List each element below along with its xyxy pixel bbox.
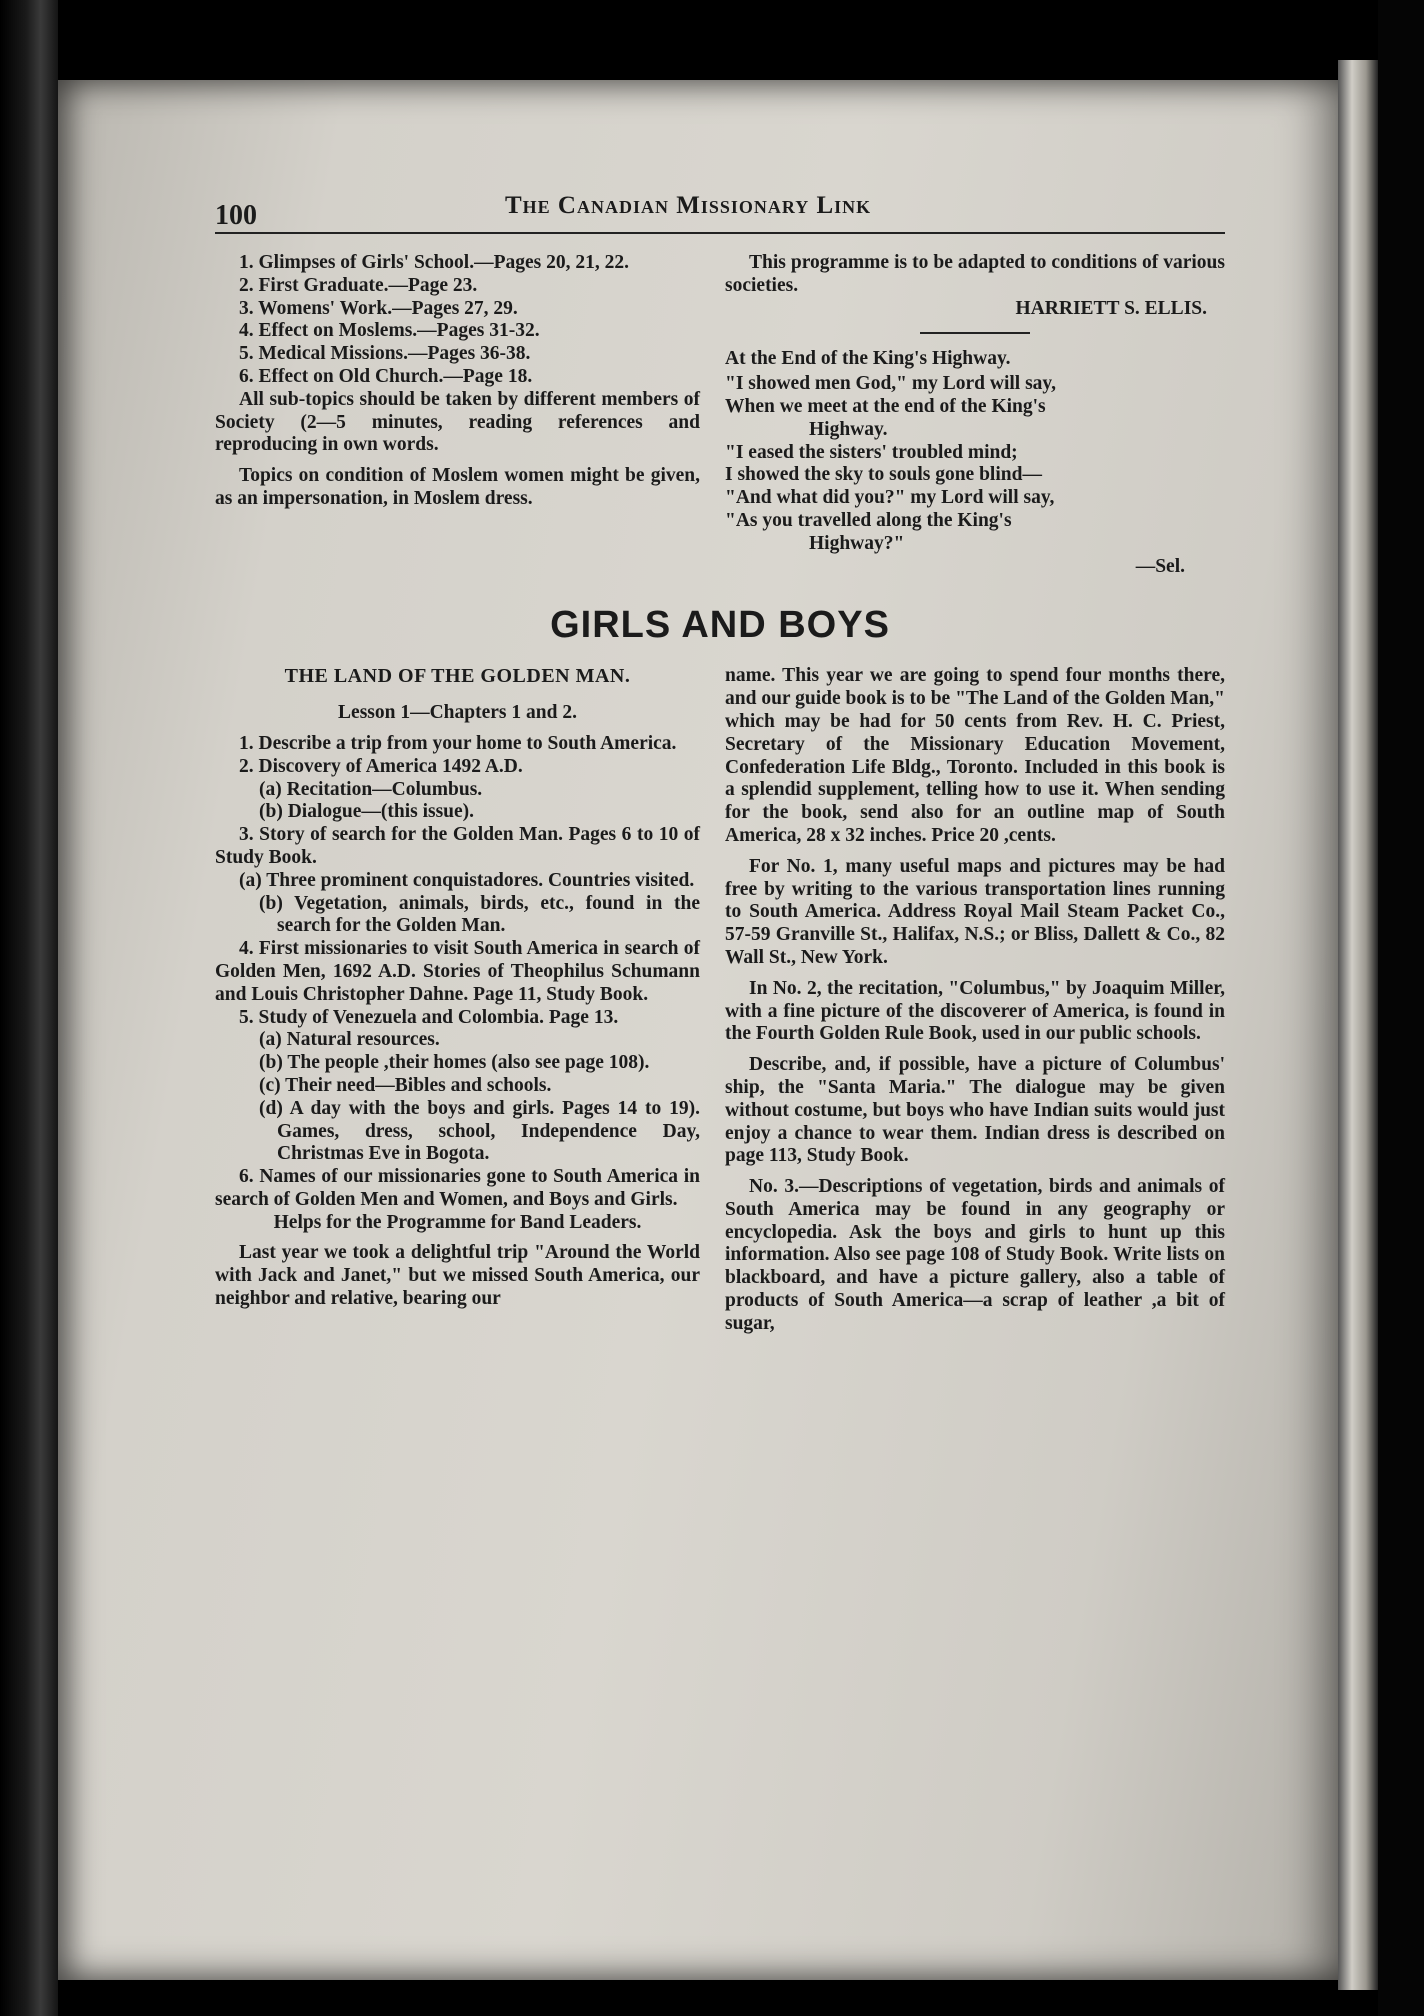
lesson-item: 2. Discovery of America 1492 A.D. (239, 755, 523, 777)
page-right-edge (1338, 60, 1378, 1990)
poem (725, 348, 1225, 578)
lesson-subitem: (a) Recitation—Columbus. (259, 778, 483, 800)
body-paragraph: Describe, and, if possible, have a picture of Columbus' ship, the "Santa Maria." The dialogue may be given without costume, but boys who have Indian suits would just enjoy a chance to wear them. Indian dress is described on page 113, Study Book. (725, 1054, 1225, 1167)
body-paragraph: name. This year we are going to spend four months there, and our guide book is to be "The Land of the Golden Man," which may be had for 50 cents from Rev. H. C. Priest, Secretary of the Missionary Education Movement, Confederation Life Bldg., Toronto. Included in this book is a splendid supplement, telling how to use it. When sending for the book, send also for an outline map of South America, 28 x 32 inches. Price 20 ,cents. (725, 665, 1225, 846)
divider (920, 332, 1030, 334)
running-title: The Canadian Missionary Link (505, 192, 872, 219)
poem-line: "I eased the sisters' troubled mind; (725, 441, 1018, 463)
topic-item: 3. Womens' Work.—Pages 27, 29. (239, 297, 518, 319)
body-paragraph: No. 3.—Descriptions of vegetation, birds and animals of South America may be found in any geography or encyclopedia. Ask the boys and girls to hunt up this information. Also see page 108 of Study Book. Write lists on blackboard, and have a picture gallery, also a table of products of South America—a scrap of leather ,a bit of sugar, (725, 1176, 1225, 1334)
poem-line: When we meet at the end of the King's (725, 395, 1046, 417)
topic-item: 2. First Graduate.—Page 23. (239, 274, 478, 296)
helps-heading: Helps for the Programme for Band Leaders. (273, 1211, 642, 1233)
top-right-column (725, 252, 1225, 578)
lesson-subitem: (a) Three prominent conquistadores. Countries visited. (239, 869, 695, 891)
signature: HARRIETT S. ELLIS. (1015, 297, 1207, 319)
poem-line: Highway. (809, 418, 888, 440)
lesson-item: 4. First missionaries to visit South America in search of Golden Men, 1692 A.D. Stories of Theophilus Schumann and Louis Christopher Dahne. Page 11, Study Book. (215, 938, 700, 1005)
article-title: THE LAND OF THE GOLDEN MAN. (284, 665, 631, 688)
poem-line: Highway?" (809, 532, 905, 554)
lesson-subitem: (b) Dialogue—(this issue). (259, 801, 475, 823)
instructions-paragraph: All sub-topics should be taken by different members of Society (2—5 minutes, reading references and reproducing in own words. (215, 388, 700, 456)
topic-item: 1. Glimpses of Girls' School.—Pages 20, 21, 22. (239, 252, 629, 273)
left-column (215, 665, 700, 1335)
programme-note: This programme is to be adapted to conditions of various societies. (725, 252, 1225, 296)
poem-line: I showed the sky to souls gone blind— (725, 464, 1042, 486)
lesson-subitem: (b) Vegetation, animals, birds, etc., found in the search for the Golden Man. (259, 892, 700, 937)
moslem-topics-paragraph: Topics on condition of Moslem women might be given, as an impersonation, in Moslem dress. (215, 465, 700, 509)
body-paragraph: For No. 1, many useful maps and pictures may be had free by writing to the various transportation lines running to South America. Address Royal Mail Steam Packet Co., 57-59 Granville St., Halifax, N.S.; or Bliss, Dallett & Co., 82 Wall St., New York. (725, 855, 1225, 968)
body-paragraph: In No. 2, the recitation, "Columbus," by Joaquim Miller, with a fine picture of the discoverer of America, is found in the Fourth Golden Rule Book, used in our public schools. (725, 977, 1225, 1045)
lesson-heading: Lesson 1—Chapters 1 and 2. (338, 702, 577, 724)
topic-item: 4. Effect on Moslems.—Pages 31-32. (239, 320, 540, 342)
main-section (215, 665, 1225, 1335)
lesson-subitem: (a) Natural resources. (259, 1029, 440, 1051)
lesson-subitem: (d) A day with the boys and girls. Pages 14 to 19). Games, dress, school, Independence Day, Christmas Eve in Bogota. (259, 1097, 700, 1165)
body-paragraph: Last year we took a delightful trip "Around the World with Jack and Janet," but we missed South America, our neighbor and relative, bearing our (215, 1242, 700, 1310)
lesson-item: 6. Names of our missionaries gone to South America in search of Golden Men and Women, and Boys and Girls. (215, 1166, 700, 1210)
lesson-subitem: (b) The people ,their homes (also see page 108). (259, 1052, 650, 1074)
page-content (215, 182, 1225, 1336)
lesson-item: 5. Study of Venezuela and Colombia. Page 13. (239, 1006, 619, 1028)
poem-line: "And what did you?" my Lord will say, (725, 487, 1055, 509)
poem-line: "As you travelled along the King's (725, 509, 1012, 531)
right-column (725, 665, 1225, 1335)
top-section (215, 252, 1225, 578)
topic-item: 5. Medical Missions.—Pages 36-38. (239, 343, 531, 365)
poem-credit: —Sel. (1135, 555, 1185, 577)
lesson-subitem: (c) Their need—Bibles and schools. (259, 1074, 552, 1096)
book-spine-edge (0, 0, 58, 2016)
top-left-column (215, 252, 700, 578)
page-header (215, 182, 1225, 234)
scan-border (1378, 0, 1424, 2016)
lesson-item: 1. Describe a trip from your home to South America. (239, 732, 677, 754)
page-number: 100 (215, 200, 257, 231)
topic-item: 6. Effect on Old Church.—Page 18. (239, 365, 533, 387)
poem-line: "I showed men God," my Lord will say, (725, 373, 1056, 395)
lesson-item: 3. Story of search for the Golden Man. Pages 6 to 10 of Study Book. (215, 824, 700, 868)
section-title: GIRLS AND BOYS (550, 604, 890, 647)
poem-title: At the End of the King's Highway. (725, 348, 1011, 370)
